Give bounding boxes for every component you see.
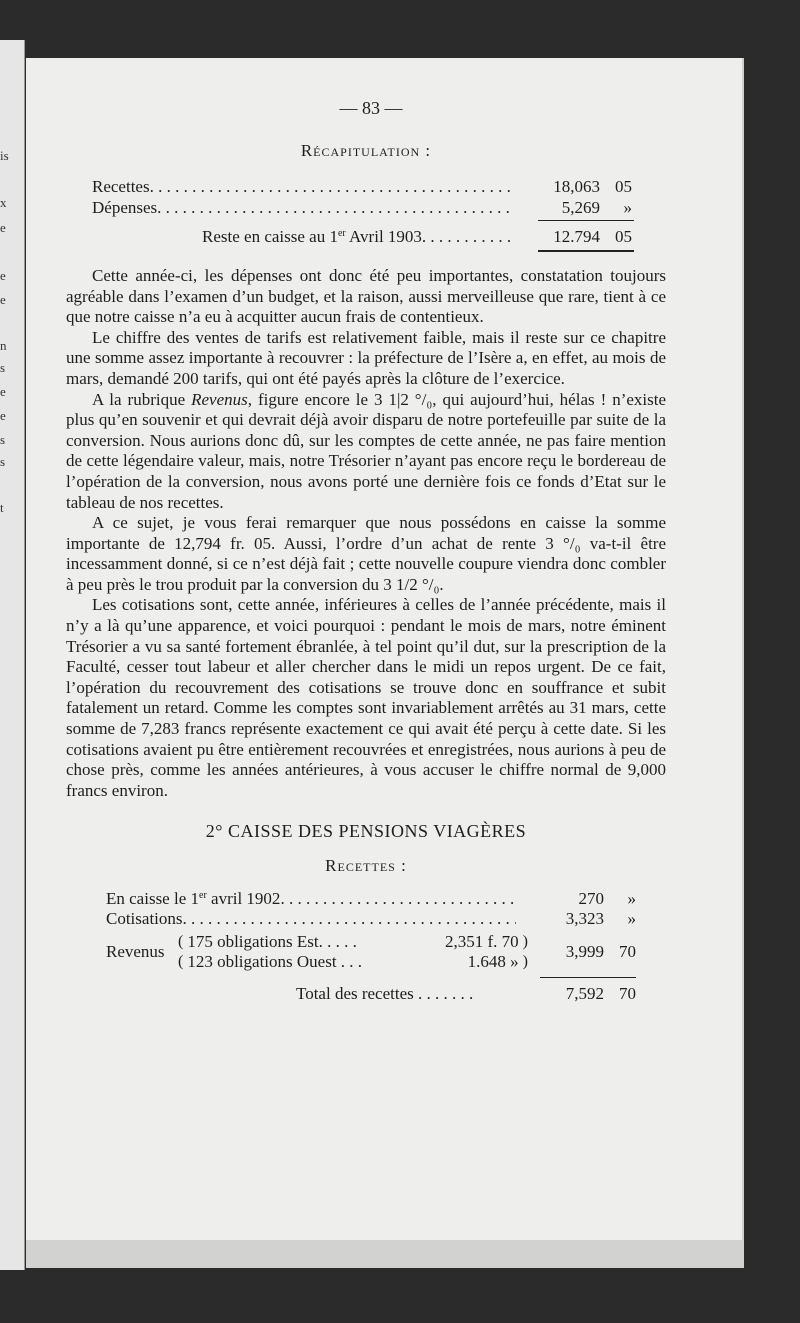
sum-rule [538,220,634,221]
paragraph: Les cotisations sont, cette année, inférieures à celles de l’année précédente, mais il n’y a là qu’une apparence, et voici pourquoi : pendant le mois de mars, notre éminent Trésorier a vu sa santé fortement ébranlée, à tel point qu’il dut, sur la prescription de la Faculté, cesser tout labeur et aller chercher dans le midi un repos urgent. De ce fait, l’opération du recouvrement des cotisations se trouve donc en souffrance et subit fatalement un retard. Comme les comptes sont invariablement arrêtés au 31 mars, cette somme de 7,283 francs représente exactement ce qui avait été perçu à cette date. Si les cotisations avaient pu être entièrement recouvrées et enregistrées, nous aurions à peu de chose près, comme les années antérieures, à vous accuser le chiffre normal de 9,000 francs environ. [66,595,666,800]
row-label: Cotisations [106,909,183,929]
row-amount: 7,592 [565,983,604,1003]
page-content [66,98,666,1005]
margin-fragment: e [0,268,6,283]
row-cotisations [106,909,636,930]
leader-dots [150,177,512,198]
margin-fragment: e [0,408,6,423]
margin-fragment: t [0,500,4,515]
row-cents: » [623,197,632,217]
paragraph: A la rubrique Revenus, figure encore le 3 1|2 °/₀, qui aujourd’hui, hélas ! n’existe plus qu’en souvenir et qui devrait déjà avoir disparu de notre portefeuille par suite de la conversion. Nous aurions donc dû, sur les comptes de cette année, ne pas faire mention de cette légendaire valeur, mais, notre Trésorier n’ayant pas encore reçu le bordereau de l’opération de la conversion, nous avons porté une dernière fois ce fonds d’Etat sur le tableau de nos recettes. [66,389,667,512]
row-en-caisse [106,889,636,910]
row-cents: 70 [619,942,636,962]
recap-row-reste [202,227,632,248]
row-cents: » [627,888,636,908]
brace-left: ( ( [178,933,184,971]
recap-row-recettes [92,177,632,198]
revenus-detail [187,932,518,973]
page-bottom-edge [26,1240,744,1268]
recap-row-depenses [92,198,632,219]
row-amount: 12.794 [553,227,600,247]
pension-recettes-table [106,889,636,1005]
sum-rule [540,977,636,978]
revenus-line: 175 obligations Est. . . . . 2,351 f. 70 [187,931,519,951]
section-subheading: Recettes : [325,856,407,875]
row-cents: 05 [615,227,632,247]
row-amount: 3,323 [565,909,604,929]
row-cents: » [627,909,636,929]
row-amount: 5,269 [561,197,600,217]
revenus-line: 123 obligations Ouest . . . 1.648 » [187,952,519,972]
margin-fragment: n [0,338,7,353]
total-rule [538,250,634,252]
row-total-recettes [296,984,636,1005]
leader-dots [280,889,516,910]
margin-fragment: s [0,454,6,469]
margin-fragment: e [0,292,6,307]
brace-right: ) ) [522,933,528,971]
margin-fragment: e [0,220,6,235]
margin-fragment: x [0,195,7,210]
row-cents: 70 [619,983,636,1003]
row-label: Reste en caisse au 1er Avril 1903 [202,227,422,247]
book-page [26,58,742,1240]
margin-fragment: is [0,148,9,163]
previous-page-edge [0,40,25,1270]
leader-dots [183,909,516,930]
row-amount: 270 [578,888,604,908]
margin-fragment: e [0,384,6,399]
section-heading: 2° CAISSE DES PENSIONS VIAGÈRES [205,821,527,842]
row-label: Revenus [106,942,165,962]
recap-heading: Récapitulation : [300,140,432,160]
row-label: En caisse le 1er avril 1902 [106,888,281,908]
row-label: Recettes [92,177,150,197]
margin-fragment: s [0,432,6,447]
row-label: Dépenses [92,197,158,217]
paragraph: A ce sujet, je vous ferai remarquer que nous possédons en caisse la somme importante de 12,794 fr. 05. Aussi, l’ordre d’un achat de rente 3 °/₀ va-t-il être incessamment donné, si ce n’est déjà fait ; cette nouvelle coupure viendra donc combler à peu près le trou produit par la conversion du 3 1/2 °/₀. [66,513,666,594]
leader-dots [157,198,512,219]
row-revenus [106,932,636,973]
row-amount: 18,063 [553,177,600,197]
recap-table [92,177,632,252]
leader-dots [422,227,512,248]
row-amount: 3,999 [565,942,604,962]
page-number: — 83 — [339,98,403,118]
italic-term: Revenus [191,389,248,409]
paragraph: Cette année-ci, les dépenses ont donc été peu importantes, constatation toujours agréable dans l’examen d’un budget, et la raison, aussi merveilleuse que rare, tient à ce que notre caisse n’a eu à acquitter aucun frais de contentieux. [66,265,666,327]
row-label: Total des recettes . . . . . . . [296,983,474,1003]
row-cents: 05 [615,177,632,197]
margin-fragment: s [0,360,6,375]
paragraph: Le chiffre des ventes de tarifs est relativement faible, mais il reste sur ce chapitre une somme assez importante à recouvrer : la préfecture de l’Isère a, en effet, au mois de mars, demandé 200 tarifs, qui ont été payés après la clôture de l’exercice. [66,327,666,388]
